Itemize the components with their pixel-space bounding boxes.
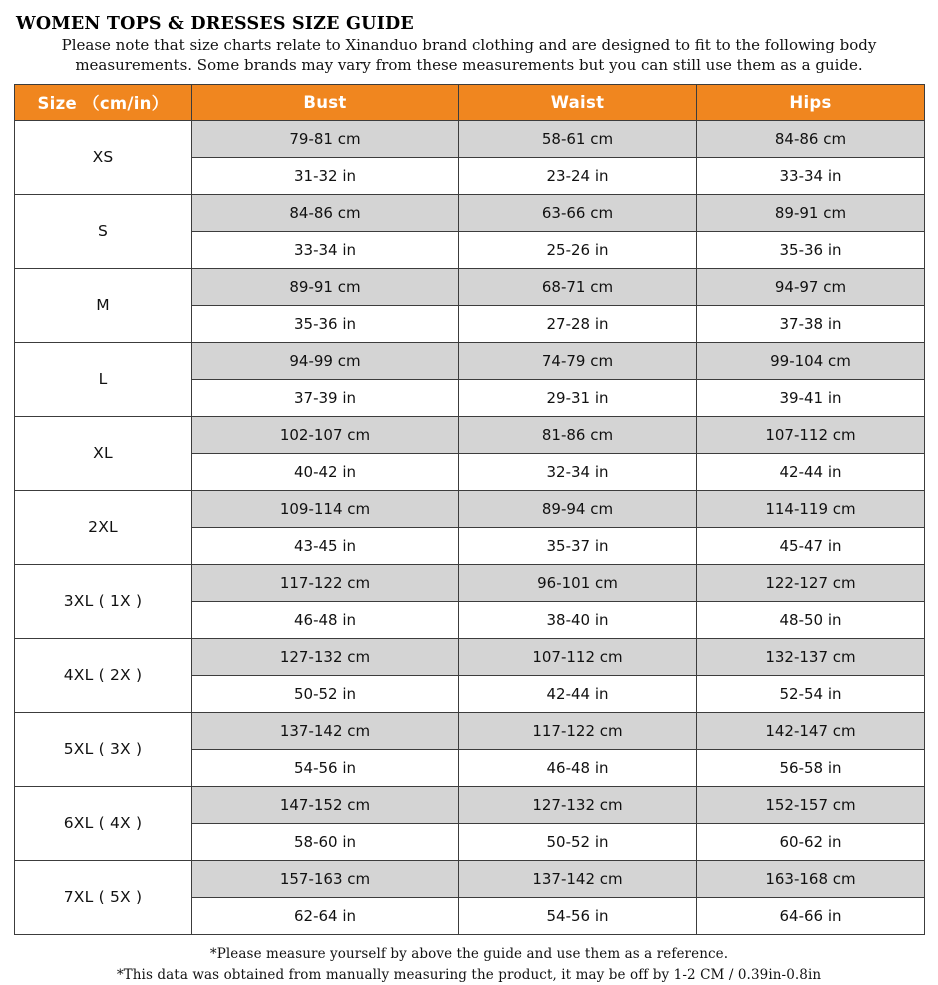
- table-header: [15, 84, 925, 120]
- bust-cm-cell: 117-122 cm: [192, 564, 459, 601]
- hips-cm-cell: 132-137 cm: [697, 638, 925, 675]
- size-chart-table: [14, 84, 925, 935]
- column-header-waist: Waist: [459, 84, 697, 120]
- column-header-size: Size （cm/in）: [15, 84, 192, 120]
- page-title: WOMEN TOPS & DRESSES SIZE GUIDE: [16, 14, 414, 34]
- table-row: [15, 638, 925, 675]
- bust-cm-cell: 157-163 cm: [192, 860, 459, 897]
- table-row: [15, 268, 925, 305]
- hips-cm-cell: 107-112 cm: [697, 416, 925, 453]
- bust-cm-cell: 84-86 cm: [192, 194, 459, 231]
- waist-cm-cell: 81-86 cm: [459, 416, 697, 453]
- bust-in-cell: 62-64 in: [192, 897, 459, 934]
- bust-cm-cell: 127-132 cm: [192, 638, 459, 675]
- size-label-cell: XS: [15, 120, 192, 194]
- waist-cm-cell: 63-66 cm: [459, 194, 697, 231]
- waist-in-cell: 50-52 in: [459, 823, 697, 860]
- column-header-bust: Bust: [192, 84, 459, 120]
- waist-cm-cell: 137-142 cm: [459, 860, 697, 897]
- bust-in-cell: 50-52 in: [192, 675, 459, 712]
- table-row: [15, 120, 925, 157]
- size-label-cell: M: [15, 268, 192, 342]
- bust-in-cell: 58-60 in: [192, 823, 459, 860]
- waist-cm-cell: 89-94 cm: [459, 490, 697, 527]
- hips-in-cell: 42-44 in: [697, 453, 925, 490]
- table-row: [15, 564, 925, 601]
- waist-in-cell: 35-37 in: [459, 527, 697, 564]
- size-label-cell: L: [15, 342, 192, 416]
- table-row: [15, 712, 925, 749]
- hips-in-cell: 56-58 in: [697, 749, 925, 786]
- waist-in-cell: 27-28 in: [459, 305, 697, 342]
- size-label-cell: XL: [15, 416, 192, 490]
- hips-cm-cell: 114-119 cm: [697, 490, 925, 527]
- bust-in-cell: 40-42 in: [192, 453, 459, 490]
- bust-cm-cell: 79-81 cm: [192, 120, 459, 157]
- waist-cm-cell: 74-79 cm: [459, 342, 697, 379]
- hips-in-cell: 45-47 in: [697, 527, 925, 564]
- bust-cm-cell: 94-99 cm: [192, 342, 459, 379]
- hips-in-cell: 37-38 in: [697, 305, 925, 342]
- size-label-cell: 4XL ( 2X ): [15, 638, 192, 712]
- waist-cm-cell: 58-61 cm: [459, 120, 697, 157]
- waist-cm-cell: 107-112 cm: [459, 638, 697, 675]
- bust-cm-cell: 147-152 cm: [192, 786, 459, 823]
- hips-cm-cell: 152-157 cm: [697, 786, 925, 823]
- hips-cm-cell: 99-104 cm: [697, 342, 925, 379]
- table-row: [15, 342, 925, 379]
- waist-in-cell: 46-48 in: [459, 749, 697, 786]
- hips-in-cell: 33-34 in: [697, 157, 925, 194]
- waist-in-cell: 25-26 in: [459, 231, 697, 268]
- bust-cm-cell: 109-114 cm: [192, 490, 459, 527]
- footer-notes: [14, 944, 924, 985]
- hips-in-cell: 48-50 in: [697, 601, 925, 638]
- table-row: [15, 490, 925, 527]
- waist-in-cell: 42-44 in: [459, 675, 697, 712]
- bust-in-cell: 35-36 in: [192, 305, 459, 342]
- hips-in-cell: 52-54 in: [697, 675, 925, 712]
- size-label-cell: 5XL ( 3X ): [15, 712, 192, 786]
- hips-cm-cell: 84-86 cm: [697, 120, 925, 157]
- hips-in-cell: 39-41 in: [697, 379, 925, 416]
- table-row: [15, 194, 925, 231]
- size-label-cell: 3XL ( 1X ): [15, 564, 192, 638]
- hips-in-cell: 60-62 in: [697, 823, 925, 860]
- hips-cm-cell: 122-127 cm: [697, 564, 925, 601]
- table-header-row: [15, 84, 925, 120]
- size-label-cell: S: [15, 194, 192, 268]
- table-row: [15, 416, 925, 453]
- footer-note-2: *This data was obtained from manually measuring the product, it may be off by 1-2 CM / 0.39in-0.8in: [116, 966, 822, 983]
- intro-note: Please note that size charts relate to Xinanduo brand clothing and are designed to fit to the following body measurements. Some brands may vary from these measurements but you can still use them as a guide.: [61, 36, 877, 74]
- waist-in-cell: 32-34 in: [459, 453, 697, 490]
- bust-in-cell: 46-48 in: [192, 601, 459, 638]
- bust-cm-cell: 137-142 cm: [192, 712, 459, 749]
- waist-in-cell: 23-24 in: [459, 157, 697, 194]
- bust-in-cell: 31-32 in: [192, 157, 459, 194]
- bust-cm-cell: 102-107 cm: [192, 416, 459, 453]
- table-body: [15, 120, 925, 934]
- waist-in-cell: 29-31 in: [459, 379, 697, 416]
- bust-in-cell: 37-39 in: [192, 379, 459, 416]
- hips-cm-cell: 89-91 cm: [697, 194, 925, 231]
- waist-cm-cell: 96-101 cm: [459, 564, 697, 601]
- bust-in-cell: 43-45 in: [192, 527, 459, 564]
- table-row: [15, 860, 925, 897]
- size-label-cell: 6XL ( 4X ): [15, 786, 192, 860]
- column-header-hips: Hips: [697, 84, 925, 120]
- footer-note-1: *Please measure yourself by above the guide and use them as a reference.: [209, 945, 729, 962]
- waist-cm-cell: 117-122 cm: [459, 712, 697, 749]
- size-label-cell: 7XL ( 5X ): [15, 860, 192, 934]
- table-row: [15, 786, 925, 823]
- bust-in-cell: 54-56 in: [192, 749, 459, 786]
- waist-in-cell: 38-40 in: [459, 601, 697, 638]
- hips-in-cell: 35-36 in: [697, 231, 925, 268]
- size-label-cell: 2XL: [15, 490, 192, 564]
- hips-in-cell: 64-66 in: [697, 897, 925, 934]
- waist-in-cell: 54-56 in: [459, 897, 697, 934]
- waist-cm-cell: 127-132 cm: [459, 786, 697, 823]
- hips-cm-cell: 142-147 cm: [697, 712, 925, 749]
- bust-cm-cell: 89-91 cm: [192, 268, 459, 305]
- bust-in-cell: 33-34 in: [192, 231, 459, 268]
- hips-cm-cell: 163-168 cm: [697, 860, 925, 897]
- hips-cm-cell: 94-97 cm: [697, 268, 925, 305]
- waist-cm-cell: 68-71 cm: [459, 268, 697, 305]
